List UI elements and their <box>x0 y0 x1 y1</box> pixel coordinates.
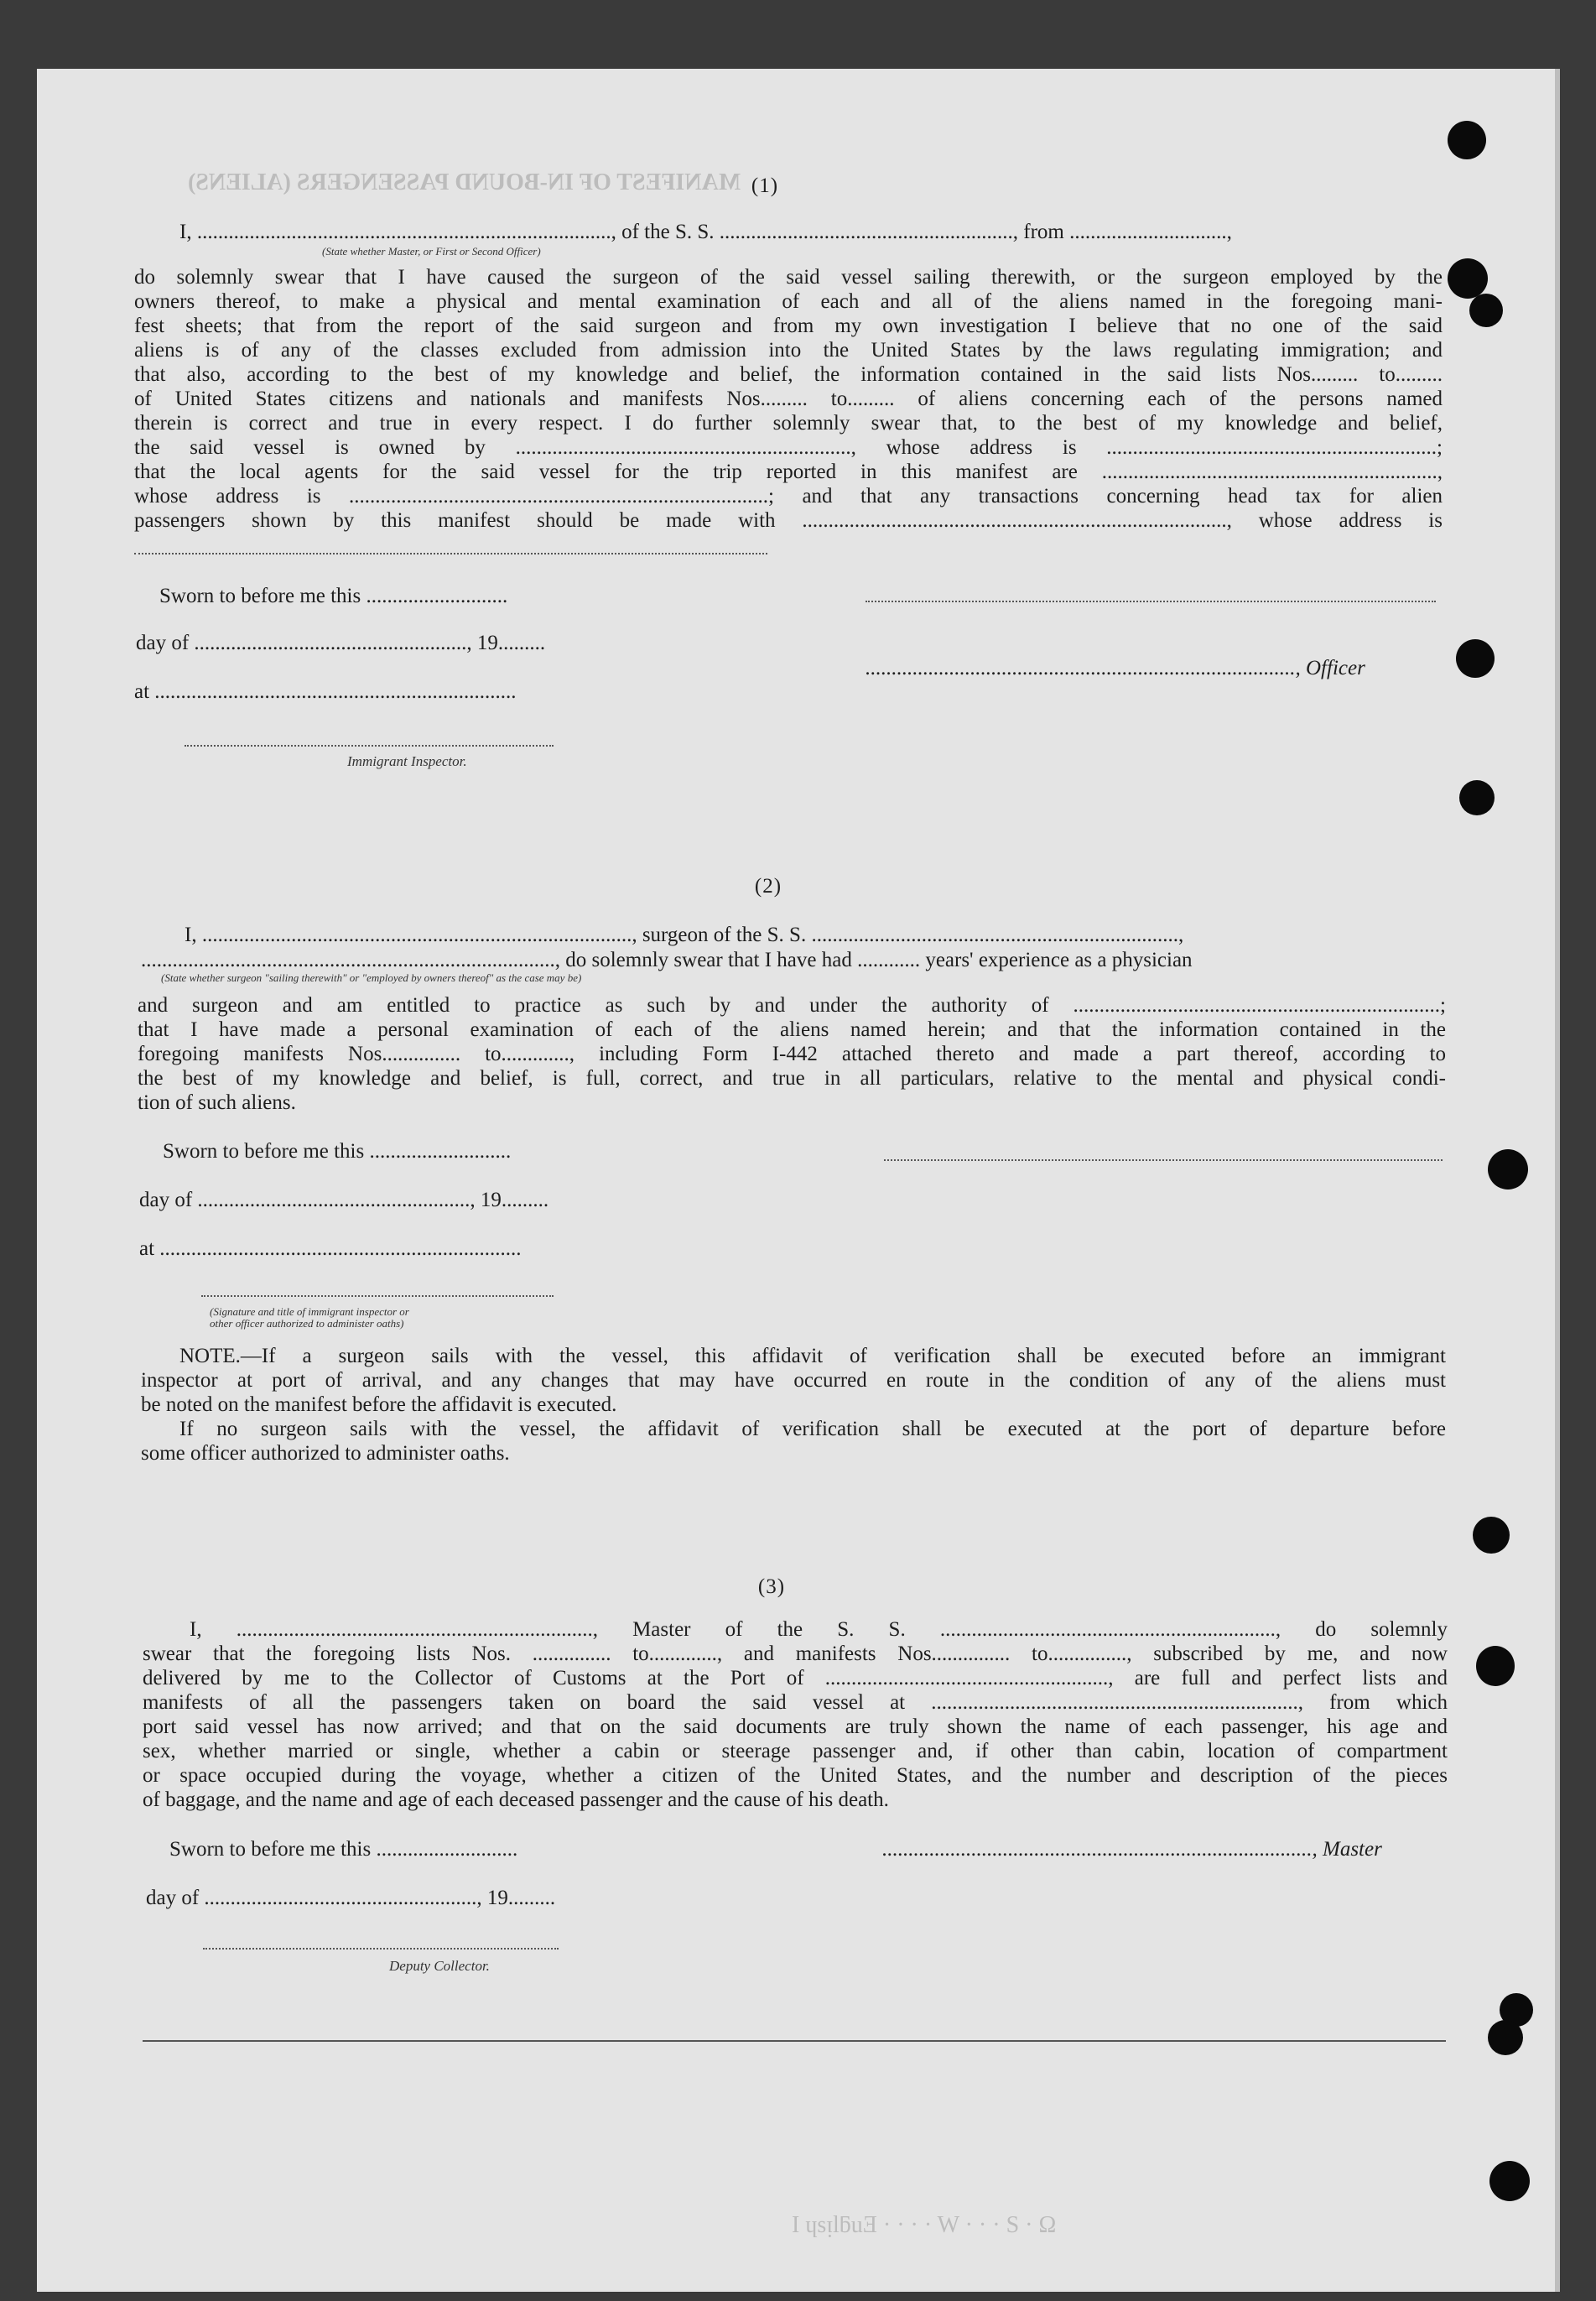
note-line-0: NOTE.—If a surgeon sails with the vessel, this affidavit of verification shall be executed before an immigrant <box>179 1345 1446 1367</box>
bottom-rule <box>143 2040 1446 2042</box>
s3-collector-caption: Deputy Collector. <box>389 1958 490 1974</box>
s1-sworn: Sworn to before me this ........................... <box>159 585 508 607</box>
section-3-number: (3) <box>757 1575 786 1598</box>
s3-line-5: sex, whether married or single, whether a cabin or steerage passenger and, if other than cabin, location of compartment <box>143 1740 1448 1762</box>
punch-hole <box>1473 1517 1510 1554</box>
s1-line-8: that the local agents for the said vessel for the trip reported in this manifest are ................................................................, <box>134 461 1443 483</box>
document-page <box>37 69 1560 2292</box>
bleed-through-header: MANIFEST OF IN-BOUND PASSENGERS (ALIENS) <box>188 169 741 195</box>
s3-line-4: port said vessel has now arrived; and that on the said documents are truly shown the name of each passenger, his age and <box>143 1715 1448 1738</box>
s1-officer: .................................................................................., Officer <box>866 657 1365 679</box>
punch-hole <box>1488 2020 1523 2055</box>
s2-line-0: and surgeon and am entitled to practice as such by and under the authority of ......................................................................; <box>138 994 1446 1017</box>
s3-line-3: manifests of all the passengers taken on board the said vessel at ......................................................................, from which <box>143 1691 1448 1714</box>
s1-line-0: do solemnly swear that I have caused the surgeon of the said vessel sailing therewith, or the surgeon employed by the <box>134 266 1443 289</box>
section-2-caption: (State whether surgeon "sailing therewith" or "employed by owners thereof" as the case may be) <box>161 971 582 984</box>
s1-address-line <box>134 553 767 554</box>
s1-line-6: therein is correct and true in every respect. I do further solemnly swear that, to the best of my knowledge and belief, <box>134 412 1443 435</box>
s1-line-2: fest sheets; that from the report of the said surgeon and from my own investigation I believe that no one of the said <box>134 315 1443 337</box>
s1-line-7: the said vessel is owned by ................................................................, whose address is ...............................................................; <box>134 436 1443 459</box>
s3-line-0: I, ...................................................................., Master of the S. S. ................................................................, do solemnly <box>190 1618 1448 1641</box>
punch-hole <box>1456 639 1495 678</box>
section-3-body <box>143 1617 1448 1812</box>
s2-sworn: Sworn to before me this ........................... <box>163 1140 512 1163</box>
s2-at: at ..................................................................... <box>139 1237 522 1260</box>
section-1-caption: (State whether Master, or First or Second Officer) <box>322 245 541 258</box>
s3-sworn: Sworn to before me this ........................... <box>169 1838 518 1861</box>
s1-line-1: owners thereof, to make a physical and mental examination of each and all of the aliens named in the foregoing mani- <box>134 290 1443 313</box>
s1-inspector-caption: Immigrant Inspector. <box>347 753 467 769</box>
s2-line-3: the best of my knowledge and belief, is full, correct, and true in all particulars, relative to the mental and physical condi- <box>138 1067 1446 1090</box>
s3-line-7: of baggage, and the name and age of each deceased passenger and the cause of his death. <box>143 1788 889 1811</box>
section-2-number: (2) <box>754 875 782 898</box>
punch-hole <box>1476 1646 1515 1686</box>
s1-inspector-signature-line <box>185 745 554 747</box>
punch-hole <box>1448 121 1486 159</box>
note-line-1: inspector at port of arrival, and any changes that may have occurred en route in the condition of any of the aliens must <box>141 1369 1446 1392</box>
s1-at: at ..................................................................... <box>134 680 517 703</box>
s2-day: day of ...................................................., 19......... <box>139 1189 549 1211</box>
s2-line-4: tion of such aliens. <box>138 1091 296 1114</box>
note-line-4: some officer authorized to administer oaths. <box>141 1442 510 1465</box>
s1-line-10: passengers shown by this manifest should be made with ................................................................................., whose address is <box>134 509 1443 532</box>
punch-hole <box>1469 294 1503 327</box>
section-2-second-line: ..............................................................................., do solemnly swear that I have had ............ years' experience as a physician <box>141 949 1193 971</box>
s1-line-4: that also, according to the best of my knowledge and belief, the information contained in the said lists Nos......... to......... <box>134 363 1443 386</box>
punch-hole <box>1448 258 1488 299</box>
s3-line-2: delivered by me to the Collector of Customs at the Port of ......................................................, are full and perfect lists and <box>143 1667 1448 1689</box>
s2-sig-caption-1: (Signature and title of immigrant inspector or <box>210 1305 409 1318</box>
s1-officer-top-line <box>866 601 1436 602</box>
s3-line-1: swear that the foregoing lists Nos. ............... to............., and manifests Nos............... to..............., subscribed by me, and now <box>143 1642 1448 1665</box>
punch-hole <box>1488 1149 1528 1190</box>
note-line-3: If no surgeon sails with the vessel, the affidavit of verification shall be executed at the port of departure before <box>179 1418 1446 1440</box>
s3-master: .................................................................................., Master <box>882 1838 1382 1861</box>
section-1-first-line: I, ..............................................................................., of the S. S. ........................................................, from .............................., <box>179 221 1232 243</box>
section-1-body <box>134 265 1443 533</box>
s3-collector-signature-line <box>203 1948 559 1950</box>
section-2-first-line: I, .................................................................................., surgeon of the S. S. ......................................................................, <box>185 924 1184 946</box>
section-2-body <box>138 993 1446 1115</box>
s2-line-1: that I have made a personal examination of each of the aliens named herein; and that the information contained in the <box>138 1018 1446 1041</box>
s3-day: day of ...................................................., 19......... <box>146 1887 556 1909</box>
punch-hole <box>1459 780 1495 815</box>
s2-sig-caption-2: other officer authorized to administer oaths) <box>210 1317 404 1330</box>
s2-line-2: foregoing manifests Nos............... to............., including Form I-442 attached thereto and made a part thereof, according to <box>138 1043 1446 1065</box>
s1-line-5: of United States citizens and nationals and manifests Nos......... to......... of aliens concerning each of the persons named <box>134 388 1443 410</box>
s1-day: day of ...................................................., 19......... <box>136 632 546 654</box>
s2-signature-line <box>201 1295 554 1297</box>
section-2-note <box>141 1344 1446 1465</box>
s2-surgeon-signature-line <box>884 1159 1443 1161</box>
s1-line-9: whose address is ................................................................................; and that any transactions concerning head tax for alien <box>134 485 1443 508</box>
s1-line-3: aliens is of any of the classes excluded from admission into the United States by the laws regulating immigration; and <box>134 339 1443 362</box>
bleed-through-footer: I ɥsᴉlƃuƎ · · · · W · · · S · Ω <box>792 2212 1057 2238</box>
punch-hole <box>1489 2161 1530 2201</box>
section-1-number: (1) <box>751 174 779 197</box>
note-line-2: be noted on the manifest before the affidavit is executed. <box>141 1393 617 1416</box>
s3-line-6: or space occupied during the voyage, whether a citizen of the United States, and the number and description of the pieces <box>143 1764 1448 1787</box>
